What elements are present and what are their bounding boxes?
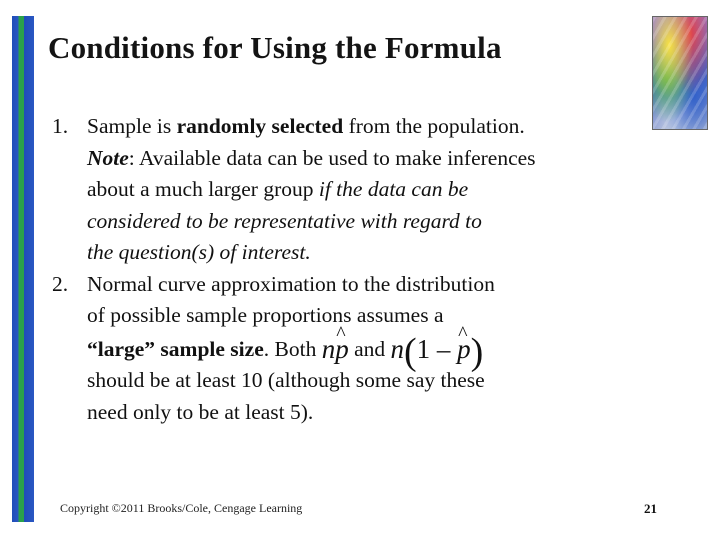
emphasis-large-sample-size: “large” sample size: [87, 336, 264, 361]
text: Sample is: [87, 114, 177, 138]
text: about a much larger group: [87, 177, 319, 201]
note-label: Note: [87, 145, 129, 170]
formula-one: 1: [416, 333, 431, 364]
text: : Available data can be used to make inferences: [128, 145, 536, 170]
slide-body: [52, 111, 652, 428]
italic-text: if the data can be: [318, 177, 469, 201]
item-1-line-1: [87, 111, 652, 143]
formula-minus: –: [430, 333, 458, 364]
item-2-line-5: need only to be at least 5).: [87, 399, 314, 424]
formula-n: n: [321, 333, 336, 364]
item-2-line-1: Normal curve approximation to the distribution: [87, 271, 495, 296]
italic-text: the question(s) of interest.: [87, 240, 311, 264]
italic-text: considered to be representative with regard to: [87, 208, 482, 233]
emphasis-randomly-selected: randomly selected: [176, 114, 344, 138]
formula-close-paren: ): [470, 330, 484, 373]
item-2-line-2: of possible sample proportions assumes a: [87, 303, 444, 327]
item-1-line-2: [87, 143, 652, 175]
text: and: [348, 336, 391, 361]
item-1-line-5: [87, 237, 652, 269]
item-number: 1.: [52, 114, 69, 138]
formula-np: [322, 334, 349, 366]
item-1-line-4: [87, 206, 652, 238]
formula-open-paren: (: [404, 330, 417, 373]
slide-title: Conditions for Using the Formula: [48, 30, 502, 65]
copyright-footer: Copyright ©2011 Brooks/Cole, Cengage Learning: [60, 501, 303, 515]
formula-n-one-minus-p: [390, 330, 484, 373]
formula-p-hat: ^ p: [335, 334, 349, 366]
formula-p-hat: ^ p: [457, 334, 471, 366]
text: from the population.: [343, 114, 525, 138]
item-2-line-4: should be at least 10 (although some say these: [87, 368, 485, 392]
text: . Both: [263, 336, 322, 361]
left-accent-bar: [12, 16, 34, 522]
list-item-2: [52, 269, 652, 429]
corner-decorative-image: [652, 16, 708, 130]
formula-n: n: [390, 333, 404, 364]
page-number: 21: [644, 501, 657, 516]
item-2-line-3: [87, 330, 652, 373]
list-item-1: [52, 111, 652, 269]
item-1-line-3: [87, 174, 652, 206]
item-number: 2.: [52, 271, 69, 296]
